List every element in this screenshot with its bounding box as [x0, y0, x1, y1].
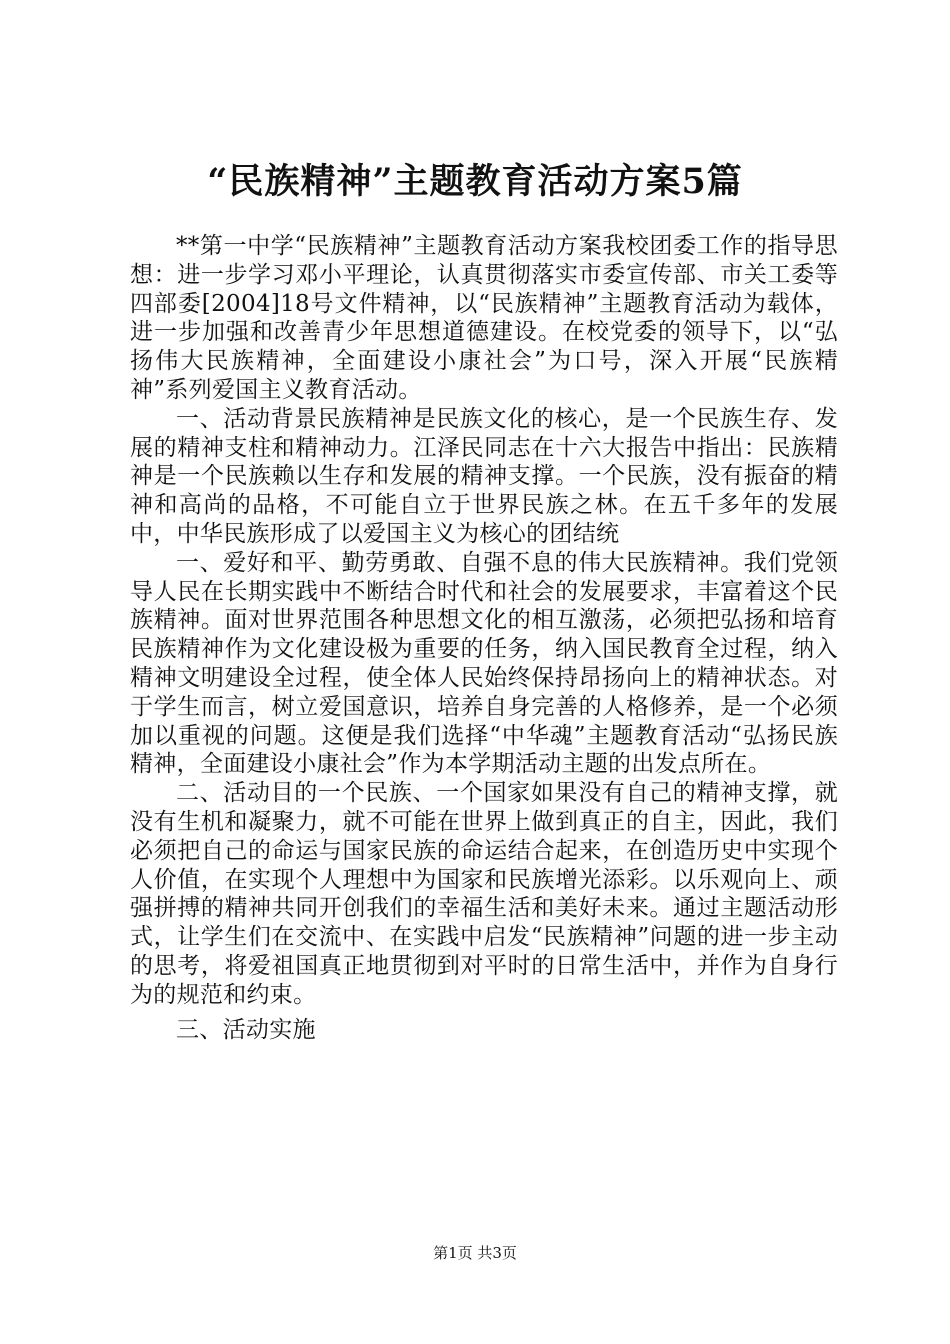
page-footer: 第1页 共3页: [433, 1244, 517, 1262]
paragraph-background: 一、活动背景民族精神是民族文化的核心，是一个民族生存、发展的精神支柱和精神动力。江泽民同志在十六大报告中指出：民族精神是一个民族赖以生存和发展的精神支撑。一个民族，没有振奋的精神和高尚的品格，不可能自立于世界民族之林。在五千多年的发展中，中华民族形成了以爱国主义为核心的团结统: [130, 405, 838, 547]
document-title: “民族精神”主题教育活动方案5篇: [207, 161, 743, 202]
paragraph-intro: **第一中学“民族精神”主题教育活动方案我校团委工作的指导思想：进一步学习邓小平理论，认真贯彻落实市委宣传部、市关工委等四部委[2004]18号文件精神，以“民族精神”主题教育活动为载体，进一步加强和改善青少年思想道德建设。在校党委的领导下，以“弘扬伟大民族精神，全面建设小康社会”为口号，深入开展“民族精神”系列爱国主义教育活动。: [130, 233, 838, 403]
document-body: [130, 232, 838, 1044]
paragraph-national-spirit: 一、爱好和平、勤劳勇敢、自强不息的伟大民族精神。我们党领导人民在长期实践中不断结合时代和社会的发展要求，丰富着这个民族精神。面对世界范围各种思想文化的相互激荡，必须把弘扬和培育民族精神作为文化建设极为重要的任务，纳入国民教育全过程，纳入精神文明建设全过程，使全体人民始终保持昂扬向上的精神状态。对于学生而言，树立爱国意识，培养自身完善的人格修养，是一个必须加以重视的问题。这便是我们选择“中华魂”主题教育活动“弘扬民族精神，全面建设小康社会”作为本学期活动主题的出发点所在。: [130, 549, 838, 778]
section-heading-implementation: 三、活动实施: [176, 1016, 316, 1043]
paragraph-purpose: 二、活动目的一个民族、一个国家如果没有自己的精神支撑，就没有生机和凝聚力，就不可能在世界上做到真正的自主，因此，我们必须把自己的命运与国家民族的命运结合起来，在创造历史中实现个人价值，在实现个人理想中为国家和民族增光添彩。以乐观向上、顽强拼搏的精神共同开创我们的幸福生活和美好未来。通过主题活动形式，让学生们在交流中、在实践中启发“民族精神”问题的进一步主动的思考，将爱祖国真正地贯彻到对平时的日常生活中，并作为自身行为的规范和约束。: [130, 780, 838, 1008]
